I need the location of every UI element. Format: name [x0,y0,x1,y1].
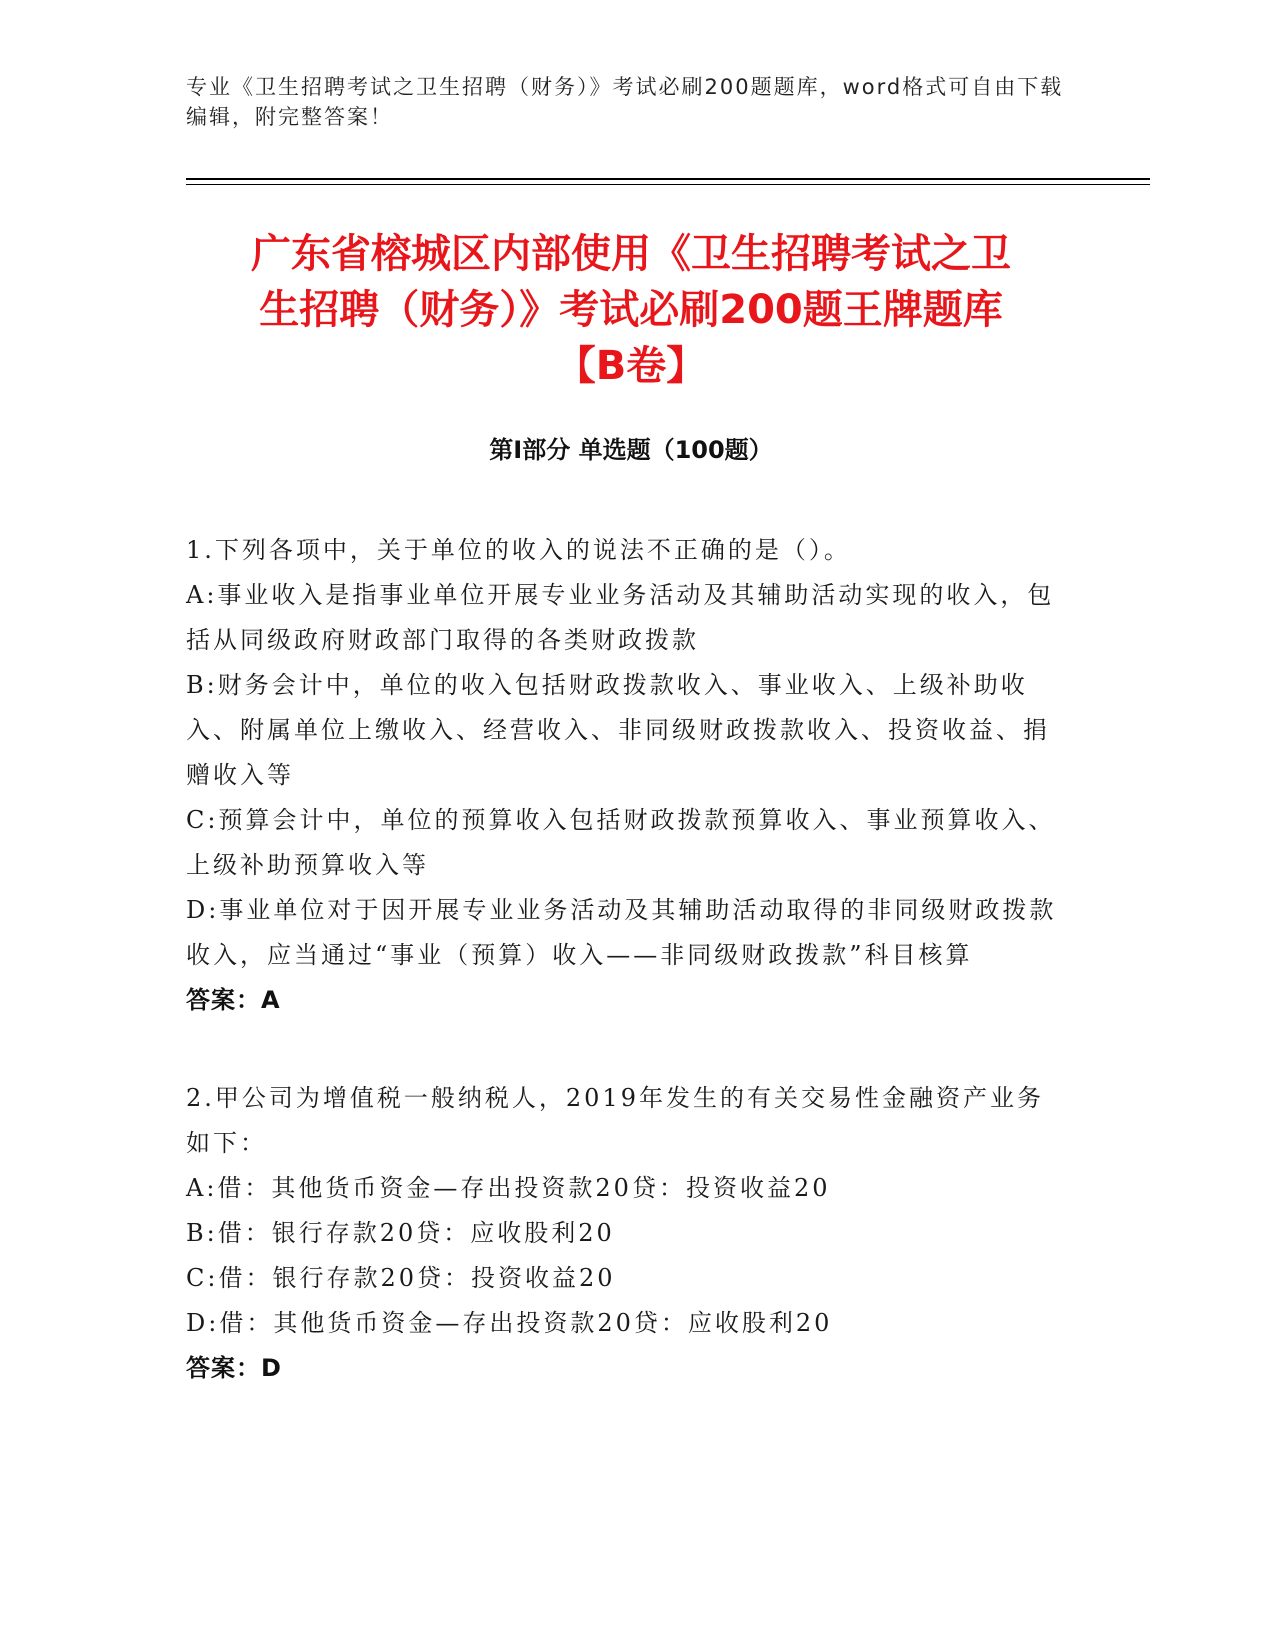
option-d: D:事业单位对于因开展专业业务活动及其辅助活动取得的非同级财政拨款收入，应当通过“事业（预算）收入——非同级财政拨款”科目核算 [186,896,1057,969]
answer-label: 答案：A [186,986,281,1014]
question-1 [186,528,1066,1023]
question-stem: 1.下列各项中，关于单位的收入的说法不正确的是（）。 [186,536,851,564]
question-stem: 2.甲公司为增值税一般纳税人，2019年发生的有关交易性金融资产业务如下： [186,1084,1044,1157]
option-a: A:借：其他货币资金—存出投资款20贷：投资收益20 [186,1174,831,1202]
header-divider-thin [186,184,1150,185]
question-2 [186,1076,1066,1391]
option-c: C:预算会计中，单位的预算收入包括财政拨款预算收入、事业预算收入、上级补助预算收入等 [186,806,1056,879]
title-line-2: 生招聘（财务）》考试必刷200题王牌题库 [259,287,1003,333]
option-b: B:借：银行存款20贷：应收股利20 [186,1219,615,1247]
title-line-1: 广东省榕城区内部使用《卫生招聘考试之卫 [251,231,1011,277]
answer-label: 答案：D [186,1354,282,1382]
header-divider-thick [186,178,1150,180]
option-d: D:借：其他货币资金—存出投资款20贷：应收股利20 [186,1309,833,1337]
document-title [186,226,1076,394]
document-intro: 专业《卫生招聘考试之卫生招聘（财务）》考试必刷200题题库，word格式可自由下载编辑，附完整答案！ [186,75,1064,129]
option-a: A:事业收入是指事业单位开展专业业务活动及其辅助活动实现的收入，包括从同级政府财政部门取得的各类财政拨款 [186,581,1055,654]
option-c: C:借：银行存款20贷：投资收益20 [186,1264,616,1292]
title-line-3: 【B卷】 [555,343,707,389]
option-b: B:财务会计中，单位的收入包括财政拨款收入、事业收入、上级补助收入、附属单位上缴收入、经营收入、非同级财政拨款收入、投资收益、捐赠收入等 [186,671,1050,789]
section-heading: 第I部分 单选题（100题） [489,436,773,464]
question-list [186,528,1066,1391]
